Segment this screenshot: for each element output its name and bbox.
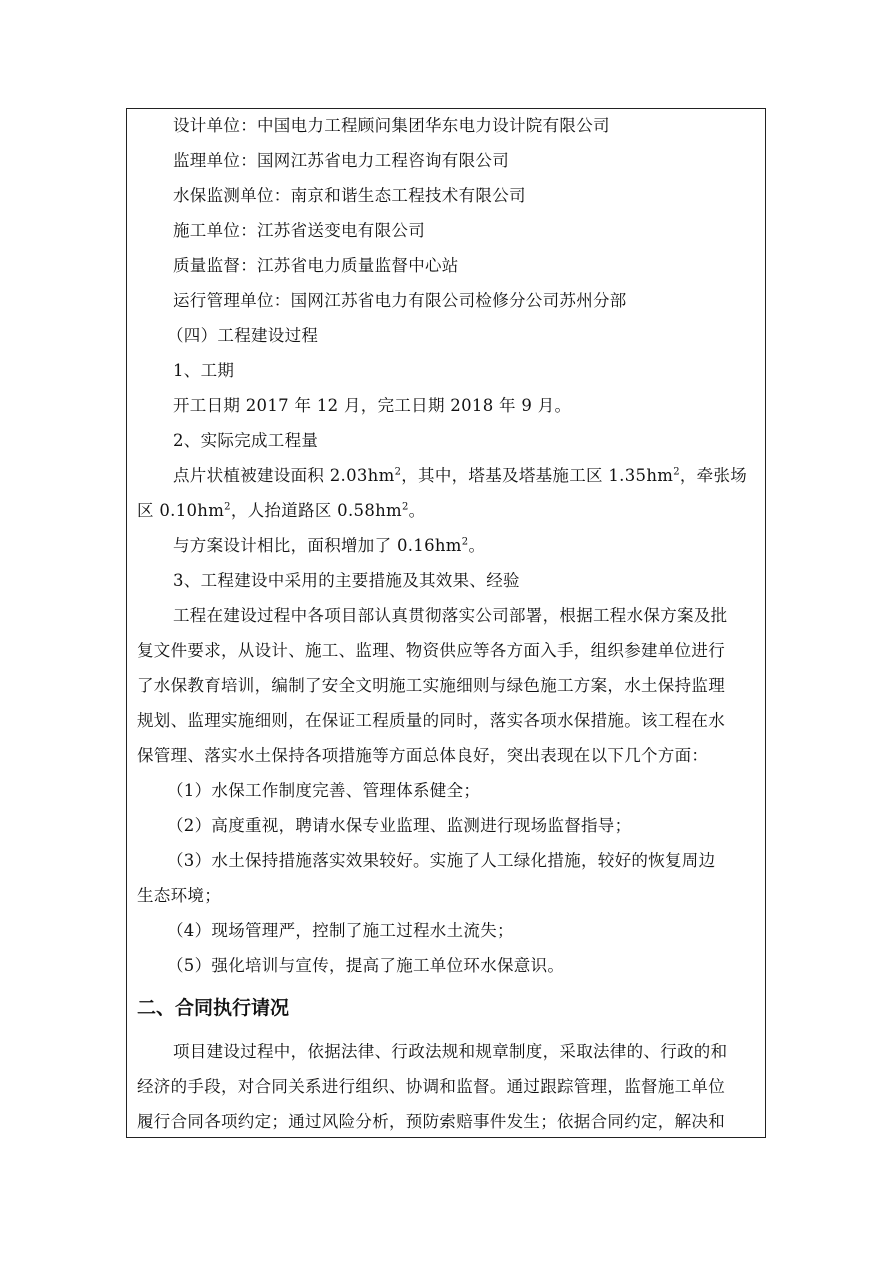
point-item-continuation: 生态环境； <box>137 886 221 905</box>
construction-unit: 施工单位：江苏省送变电有限公司 <box>173 221 425 240</box>
measures-line: 了水保教育培训，编制了安全文明施工实施细则与绿色施工方案，水土保持监理 <box>137 676 725 695</box>
supervision-unit: 监理单位：国网江苏省电力工程咨询有限公司 <box>173 151 509 170</box>
contract-line: 项目建设过程中，依据法律、行政法规和规章制度，采取法律的、行政的和 <box>173 1042 728 1061</box>
monitoring-unit: 水保监测单位：南京和谐生态工程技术有限公司 <box>173 186 526 205</box>
period-title: 1、工期 <box>173 361 235 380</box>
point-item: （4）现场管理严，控制了施工过程水土流失； <box>167 921 514 940</box>
section-title-process: （四）工程建设过程 <box>167 326 319 345</box>
point-item: （1）水保工作制度完善、管理体系健全； <box>167 781 481 800</box>
quantity-line-2: 区 $0.10hm^2$，人抬道路区 $0.58hm^2$。 <box>137 501 426 520</box>
measures-title: 3、工程建设中采用的主要措施及其效果、经验 <box>173 571 520 590</box>
contract-heading: 二、合同执行请况 <box>137 997 290 1019</box>
measures-line: 保管理、落实水土保持各项措施等方面总体良好，突出表现在以下几个方面： <box>137 746 709 765</box>
quantity-title: 2、实际完成工程量 <box>173 431 319 450</box>
point-item: （2）高度重视，聘请水保专业监理、监测进行现场监督指导； <box>167 816 632 835</box>
period-text: 开工日期 2017 年 12 月，完工日期 2018 年 9 月。 <box>173 396 572 415</box>
measures-line: 复文件要求，从设计、施工、监理、物资供应等各方面入手，组织参建单位进行 <box>137 641 725 660</box>
operation-unit: 运行管理单位：国网江苏省电力有限公司检修分公司苏州分部 <box>173 291 627 310</box>
quality-supervision: 质量监督：江苏省电力质量监督中心站 <box>173 256 459 275</box>
point-item: （3）水土保持措施落实效果较好。实施了人工绿化措施，较好的恢复周边 <box>167 851 716 870</box>
design-unit: 设计单位：中国电力工程顾问集团华东电力设计院有限公司 <box>173 116 610 135</box>
contract-line: 履行合同各项约定；通过风险分析，预防索赔事件发生；依据合同约定，解决和 <box>137 1112 725 1131</box>
document-frame <box>126 108 766 1138</box>
compare-line: 与方案设计相比，面积增加了 $0.16hm^2$。 <box>173 536 486 555</box>
point-item: （5）强化培训与宣传，提高了施工单位环水保意识。 <box>167 956 565 975</box>
quantity-line-1: 点片状植被建设面积 $2.03hm^2$，其中，塔基及塔基施工区 $1.35hm^2$，牵张场 <box>173 466 748 485</box>
contract-line: 经济的手段，对合同关系进行组织、协调和监督。通过跟踪管理，监督施工单位 <box>137 1077 725 1096</box>
measures-line: 工程在建设过程中各项目部认真贯彻落实公司部署，根据工程水保方案及批 <box>173 606 728 625</box>
measures-line: 规划、监理实施细则，在保证工程质量的同时，落实各项水保措施。该工程在水 <box>137 711 725 730</box>
